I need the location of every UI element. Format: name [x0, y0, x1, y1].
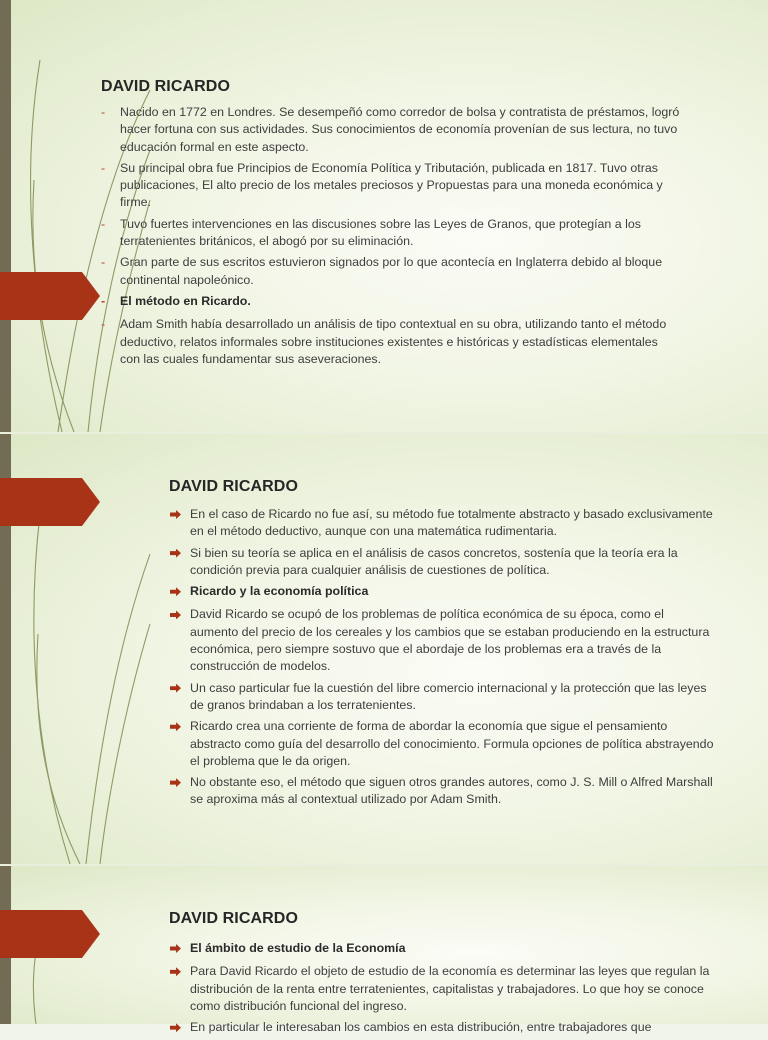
arrow-bullet-icon: [170, 510, 181, 519]
bullet-text: Ricardo crea una corriente de forma de abordar la economía que sigue el pensamiento abstracto como guía del desarrollo del conocimiento. Formula opciones de política abstrayendo el problema que le da origen.: [190, 719, 714, 768]
bullet-text: Un caso particular fue la cuestión del libre comercio internacional y la protección que las leyes de granos brindaban a los terratenientes.: [190, 680, 707, 712]
bullet-item: [100, 316, 680, 368]
arrow-bullet-icon: [170, 944, 181, 953]
bullet-item: [100, 254, 680, 289]
bullet-text: Adam Smith había desarrollado un análisis de tipo contextual en su obra, utilizando tanto el método deductivo, relatos informales sobre instituciones existentes e históricas y estadísticas elementales con las cuales fundamentar sus aseveraciones.: [120, 317, 667, 366]
bullet-list: [170, 938, 715, 1040]
bullet-item: [170, 1019, 715, 1036]
section-arrow: [0, 478, 100, 526]
bullet-item: [170, 774, 715, 809]
slide-title: DAVID RICARDO: [169, 910, 299, 927]
bullet-text: El método en Ricardo.: [120, 293, 251, 308]
arrow-bullet-icon: [170, 684, 181, 693]
section-arrow: [0, 910, 100, 958]
bullet-text: Nacido en 1772 en Londres. Se desempeñó como corredor de bolsa y contratista de préstamos, logró hacer fortuna con sus actividades. Sus conocimientos de economía provenían de sus lectura, no tuvo educación formal en este aspecto.: [120, 105, 680, 154]
bullet-list: [100, 104, 680, 372]
bullet-text: Tuvo fuertes intervenciones en las discusiones sobre las Leyes de Granos, que protegían a los terratenientes británicos, el abogó por su eliminación.: [120, 216, 641, 249]
bullet-item: [170, 545, 715, 580]
arrow-bullet-icon: [170, 610, 181, 619]
bullet-item: [170, 680, 715, 715]
bullet-text: David Ricardo se ocupó de los problemas de política económica de su época, como el aumento del precio de los cereales y los cambios que se estaban produciendo en la estructura económica, pero siempre sostuvo que el abordaje de los problemas era a través de la construcción de modelos.: [190, 607, 710, 674]
bullet-text: Gran parte de sus escritos estuvieron signados por lo que acontecía en Inglaterra debido al bloque continental napoleónico.: [120, 255, 663, 287]
bullet-item: [170, 606, 715, 675]
bullet-item: [170, 718, 715, 770]
bullet-item: [100, 160, 680, 212]
bullet-text: En particular le interesaban los cambios en esta distribución, entre trabajadores que: [190, 1020, 652, 1035]
dash-bullet-icon: -: [101, 293, 106, 308]
dash-bullet-icon: -: [101, 317, 106, 332]
arrow-bullet-icon: [170, 587, 181, 596]
slide-3: [0, 866, 768, 1035]
arrow-bullet-icon: [170, 722, 181, 731]
dash-bullet-icon: -: [101, 216, 106, 231]
slide-2: [0, 434, 768, 864]
slide-1: [0, 0, 768, 432]
bullet-text: Su principal obra fue Principios de Economía Política y Tributación, publicada en 1817. Tuvo otras publicaciones, El alto precio de los metales preciosos y Propuestas para una moneda económica y firme.: [120, 160, 663, 210]
section-heading-item: [170, 583, 715, 600]
arrow-bullet-icon: [170, 1023, 181, 1032]
bullet-item: [100, 216, 680, 251]
dash-bullet-icon: -: [101, 160, 106, 175]
bullet-text: Ricardo y la economía política: [190, 584, 369, 599]
slide-title: DAVID RICARDO: [101, 78, 231, 95]
bullet-item: [170, 963, 715, 1015]
bullet-text: Si bien su teoría se aplica en el análisis de casos concretos, sostenía que la teoría era la condición previa para cualquier análisis de cuestiones de política.: [190, 545, 678, 577]
section-heading-item: [100, 293, 680, 310]
section-arrow: [0, 272, 100, 320]
dash-bullet-icon: -: [101, 255, 106, 270]
section-heading-item: [170, 940, 715, 957]
bullet-text: El ámbito de estudio de la Economía: [190, 941, 406, 955]
bullet-item: [170, 506, 715, 541]
bullet-text: No obstante eso, el método que siguen otros grandes autores, como J. S. Mill o Alfred Marshall se aproxima más al contextual utilizado por Adam Smith.: [190, 775, 713, 807]
arrow-bullet-icon: [170, 549, 181, 558]
bullet-text: Para David Ricardo el objeto de estudio de la economía es determinar las leyes que regulan la distribución de la renta entre terratenientes, capitalistas y trabajadores. Lo que hoy se conoce como distribución funcional del ingreso.: [190, 964, 710, 1013]
bullet-item: [100, 104, 680, 156]
bullet-list: [170, 506, 715, 813]
arrow-bullet-icon: [170, 967, 181, 976]
arrow-bullet-icon: [170, 778, 181, 787]
slide-title: DAVID RICARDO: [169, 478, 299, 495]
dash-bullet-icon: -: [101, 105, 106, 119]
bullet-text: En el caso de Ricardo no fue así, su método fue totalmente abstracto y basado exclusivamente en el método deductivo, aunque con una matemática rudimentaria.: [190, 507, 713, 539]
